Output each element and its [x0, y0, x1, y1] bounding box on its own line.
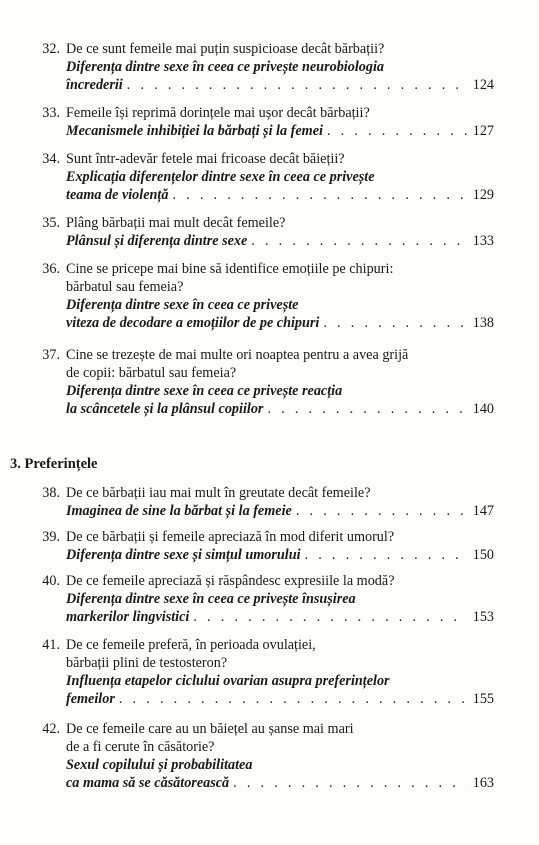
entry-question: Sunt într-adevăr fetele mai fricoase decât băieții?: [66, 151, 345, 167]
entry-question: De ce sunt femeile mai puțin suspicioase decât bărbații?: [66, 41, 385, 57]
page-number[interactable]: 140: [472, 401, 494, 417]
page-number[interactable]: 129: [472, 187, 494, 203]
toc-entry-40[interactable]: [30, 572, 494, 626]
entry-number: 41.: [42, 637, 60, 653]
entry-subtitle-end: Imaginea de sine la bărbat și la femeie: [66, 503, 292, 519]
entry-number: 40.: [42, 573, 60, 589]
entry-question-cont: de copii: bărbatul sau femeia?: [66, 365, 237, 381]
page-number[interactable]: 153: [472, 609, 494, 625]
dot-leader: [172, 186, 466, 204]
entry-question: De ce femeile apreciază și răspândesc expresiile la modă?: [66, 573, 395, 589]
entry-question: De ce femeile preferă, în perioada ovulației,: [66, 637, 316, 653]
page-number[interactable]: 155: [472, 691, 494, 707]
section-number: 3.: [10, 456, 21, 472]
entry-question-cont: bărbatul sau femeia?: [66, 279, 184, 295]
entry-subtitle-end: markerilor lingvistici: [66, 609, 190, 625]
dot-leader: [233, 774, 467, 792]
dot-leader: [327, 122, 467, 140]
entry-question-cont: de a fi cerute în căsătorie?: [66, 739, 215, 755]
toc-entry-35[interactable]: [30, 214, 494, 250]
entry-leader-line: [66, 774, 494, 792]
entry-number: 35.: [42, 215, 60, 231]
entry-subtitle: Diferența dintre sexe în ceea ce privește: [66, 297, 299, 313]
page-number[interactable]: 163: [472, 775, 494, 791]
entry-leader-line: [66, 186, 494, 204]
entry-subtitle-end: teama de violență: [66, 187, 169, 203]
entry-leader-line: [66, 608, 494, 626]
dot-leader: [296, 502, 467, 520]
toc-entry-33[interactable]: [30, 104, 494, 140]
page-number[interactable]: 124: [472, 77, 494, 93]
entry-leader-line: [66, 122, 494, 140]
entry-question: De ce femeile care au un băiețel au șanse mai mari: [66, 721, 354, 737]
entry-number: 37.: [42, 347, 60, 363]
toc-entry-37[interactable]: [30, 346, 494, 418]
entry-subtitle: Diferența dintre sexe în ceea ce privește neurobiologia: [66, 59, 384, 75]
dot-leader: [251, 232, 466, 250]
toc-entry-32[interactable]: [30, 40, 494, 94]
entry-leader-line: [66, 314, 494, 332]
entry-number: 36.: [42, 261, 60, 277]
entry-question: Plâng bărbații mai mult decât femeile?: [66, 215, 286, 231]
entry-leader-line: [66, 232, 494, 250]
toc-entry-38[interactable]: [30, 484, 494, 520]
page-number[interactable]: 127: [472, 123, 494, 139]
entry-number: 38.: [42, 485, 60, 501]
entry-subtitle: Explicația diferențelor dintre sexe în ceea ce privește: [66, 169, 375, 185]
entry-leader-line: [66, 502, 494, 520]
entry-question: Cine se trezește de mai multe ori noaptea pentru a avea grijă: [66, 347, 409, 363]
entry-subtitle: Diferența dintre sexe în ceea ce privește însușirea: [66, 591, 356, 607]
entry-subtitle-end: Mecanismele inhibiției la bărbați și la femei: [66, 123, 323, 139]
toc-entry-41[interactable]: [30, 636, 494, 708]
entry-question-cont: bărbații plini de testosteron?: [66, 655, 228, 671]
page-number[interactable]: 133: [472, 233, 494, 249]
entry-number: 34.: [42, 151, 60, 167]
toc-entry-36[interactable]: [30, 260, 494, 332]
dot-leader: [267, 400, 466, 418]
page-number[interactable]: 147: [472, 503, 494, 519]
entry-question: De ce bărbații iau mai mult în greutate decât femeile?: [66, 485, 371, 501]
page-number[interactable]: 150: [472, 547, 494, 563]
entry-question: De ce bărbații și femeile apreciază în mod diferit umorul?: [66, 529, 395, 545]
toc-entry-42[interactable]: [30, 720, 494, 792]
entry-leader-line: [66, 690, 494, 708]
entry-subtitle-end: femeilor: [66, 691, 115, 707]
entry-leader-line: [66, 400, 494, 418]
entry-number: 33.: [42, 105, 60, 121]
entry-subtitle-end: Diferența dintre sexe și simțul umorului: [66, 547, 301, 563]
entry-subtitle: Sexul copilului și probabilitatea: [66, 757, 253, 773]
section-heading: [10, 456, 98, 473]
dot-leader: [193, 608, 466, 626]
dot-leader: [305, 546, 467, 564]
section-title: Preferințele: [24, 456, 98, 472]
entry-subtitle-end: ca mama să se căsătorească: [66, 775, 230, 791]
entry-leader-line: [66, 546, 494, 564]
entry-subtitle-end: încrederii: [66, 77, 123, 93]
toc-entry-39[interactable]: [30, 528, 494, 564]
entry-subtitle-end: viteza de decodare a emoțiilor de pe chipuri: [66, 315, 320, 331]
entry-question: Femeile își reprimă dorințele mai ușor decât bărbații?: [66, 105, 370, 121]
entry-subtitle: Diferența dintre sexe în ceea ce privește reacția: [66, 383, 343, 399]
entry-subtitle-end: Plânsul și diferența dintre sexe: [66, 233, 248, 249]
toc-entry-34[interactable]: [30, 150, 494, 204]
entry-number: 32.: [42, 41, 60, 57]
dot-leader: [119, 690, 467, 708]
entry-question: Cine se pricepe mai bine să identifice emoțiile pe chipuri:: [66, 261, 394, 277]
entry-number: 39.: [42, 529, 60, 545]
entry-subtitle: Influența etapelor ciclului ovarian asupra preferințelor: [66, 673, 390, 689]
dot-leader: [127, 76, 467, 94]
entry-subtitle-end: la scâncetele și la plânsul copiilor: [66, 401, 264, 417]
dot-leader: [323, 314, 466, 332]
page-number[interactable]: 138: [472, 315, 494, 331]
entry-leader-line: [66, 76, 494, 94]
entry-number: 42.: [42, 721, 60, 737]
